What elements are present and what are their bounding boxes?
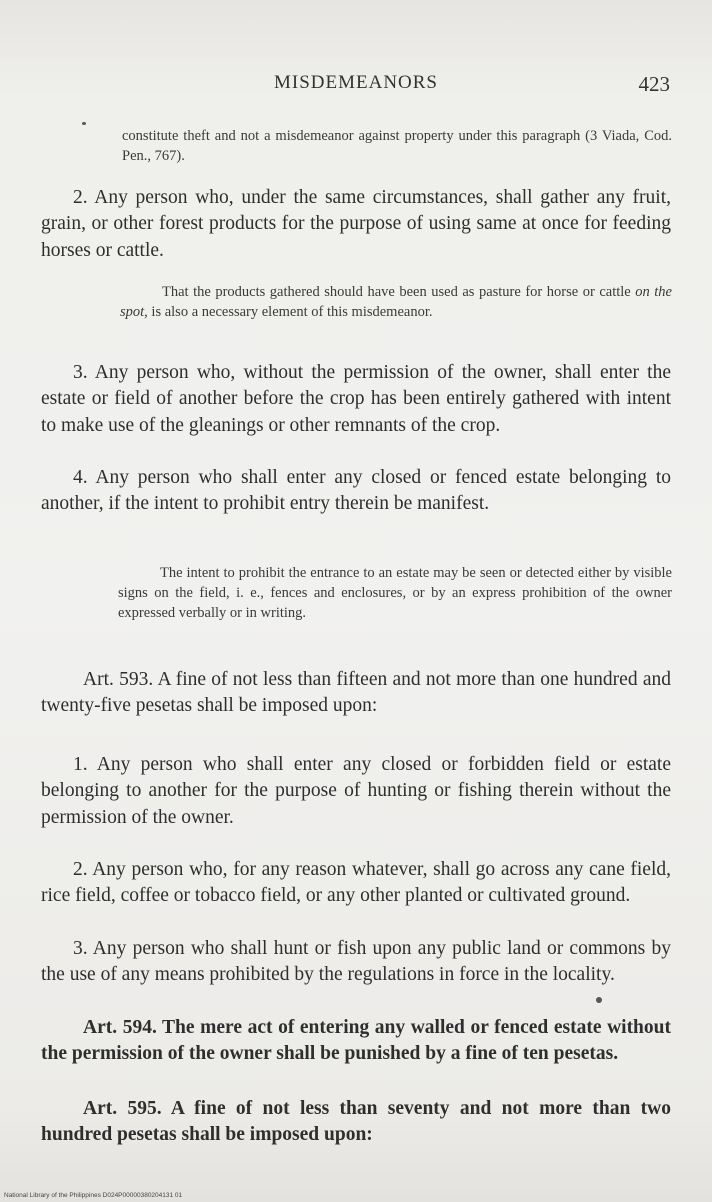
paragraph-text: 2. Any person who, under the same circumstances, shall gather any fruit, grain, or other forest products for the purpose of using same at once for feeding horses or cattle.: [41, 187, 671, 261]
running-title: MISDEMEANORS: [273, 72, 439, 93]
paragraph-text: 2. Any person who, for any reason whatever, shall go across any cane field, rice field, coffee or tobacco field, or any other planted or cultivated ground.: [41, 859, 671, 907]
article-593-item-1: [41, 752, 671, 831]
paragraph-text: 3. Any person who shall hunt or fish upon any public land or commons by the use of any means prohibited by the regulations in force in the locality.: [41, 938, 671, 986]
article-594: [41, 1015, 671, 1068]
article-593: [41, 667, 671, 720]
note-text-part: That the products gathered should have been used as pasture for horse or cattle: [162, 284, 636, 300]
paragraph-2: [41, 185, 671, 264]
note-text: constitute theft and not a misdemeanor against property under this paragraph (3 Viada, Cod. Pen., 767).: [122, 128, 672, 164]
note-text: [120, 282, 672, 322]
paragraph-text: 4. Any person who shall enter any closed or fenced estate belonging to another, if the intent to prohibit entry therein be manifest.: [41, 467, 671, 515]
footnote-intent: [118, 563, 672, 623]
ink-speck: [596, 997, 602, 1003]
page-number: 423: [638, 72, 670, 96]
article-593-item-2: [41, 857, 671, 910]
scan-credit: National Library of the Philippines D024P00000380204131 01: [4, 1192, 183, 1199]
article-text: Art. 595. A fine of not less than seventy and not more than two hundred pesetas shall be imposed upon:: [41, 1098, 671, 1146]
paragraph-text: 3. Any person who, without the permission of the owner, shall enter the estate or field of another before the crop has been entirely gathered with intent to make use of the gleanings or other remnants of the crop.: [41, 362, 671, 436]
ink-speck: [82, 122, 86, 125]
article-595: [41, 1096, 671, 1149]
paragraph-4: [41, 465, 671, 518]
note-text: The intent to prohibit the entrance to an estate may be seen or detected either by visible signs on the field, i. e., fences and enclosures, or by an express prohibition of the owner expressed verbally or in writing.: [118, 565, 672, 621]
article-text: Art. 593. A fine of not less than fifteen and not more than one hundred and twenty-five pesetas shall be imposed upon:: [41, 669, 671, 717]
footnote-theft: [122, 126, 672, 166]
paragraph-text: 1. Any person who shall enter any closed or forbidden field or estate belonging to another for the purpose of hunting or fishing therein without the permission of the owner.: [41, 754, 671, 828]
note-italic-part: on the spot: [120, 284, 672, 320]
paragraph-3: [41, 360, 671, 439]
article-text: Art. 594. The mere act of entering any walled or fenced estate without the permission of the owner shall be punished by a fine of ten pesetas.: [41, 1017, 671, 1065]
footnote-pasture: [120, 282, 672, 322]
article-593-item-3: [41, 936, 671, 989]
note-text-part: , is also a necessary element of this misdemeanor.: [144, 304, 433, 320]
